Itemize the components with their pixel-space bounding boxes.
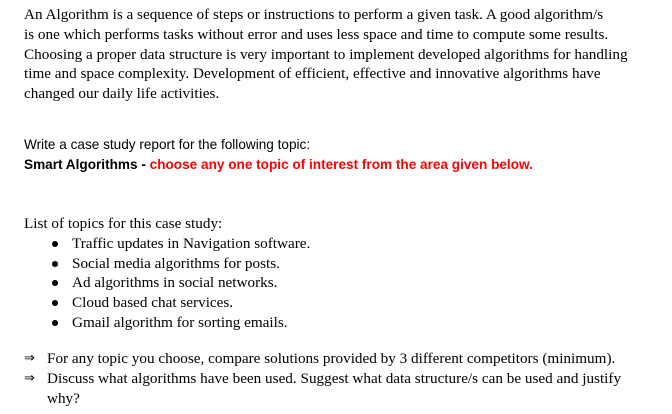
topics-title: List of topics for this case study: (24, 215, 223, 232)
topic-list (24, 234, 664, 333)
intro-paragraph (24, 5, 664, 104)
instruction-item (24, 369, 664, 409)
list-item (24, 313, 664, 333)
intro-line: time and space complexity. Development of efficient, effective and innovative algorithms have (24, 65, 601, 83)
topic-label: Traffic updates in Navigation software. (72, 234, 311, 252)
topic-label: Social media algorithms for posts. (72, 254, 280, 272)
intro-line: An Algorithm is a sequence of steps or instructions to perform a given task. A good algorithm/s (24, 6, 604, 23)
arrow-icon: ⇒ (24, 370, 35, 386)
instruction-line: why? (47, 389, 80, 407)
list-item (24, 234, 664, 254)
arrow-icon: ⇒ (24, 351, 35, 366)
list-item (24, 254, 664, 274)
task-topic-line (24, 155, 664, 175)
instructions-section (24, 349, 664, 408)
intro-line: Choosing a proper data structure is very important to implement developed algorithms for handling (24, 45, 628, 63)
topics-section (24, 214, 664, 333)
topic-label: Gmail algorithm for sorting emails. (72, 313, 288, 331)
instruction-item (24, 349, 664, 369)
instruction-line: Discuss what algorithms have been used. Suggest what data structure/s can be used and justify (47, 369, 622, 387)
intro-line: changed our daily life activities. (24, 85, 220, 103)
list-item (24, 293, 664, 313)
topic-note: choose any one topic of interest from the area given below. (149, 157, 533, 172)
instruction-line: For any topic you choose, compare solutions provided by 3 different competitors (minimum). (47, 350, 616, 367)
task-section (24, 135, 664, 175)
list-item (24, 273, 664, 293)
topic-label: Ad algorithms in social networks. (72, 274, 278, 292)
task-instruction: Write a case study report for the following topic: (24, 137, 311, 152)
topic-label: Cloud based chat services. (72, 294, 234, 312)
topic-title: Smart Algorithms - (24, 157, 150, 172)
intro-line: is one which performs tasks without error and uses less space and time to compute some results. (24, 25, 609, 43)
